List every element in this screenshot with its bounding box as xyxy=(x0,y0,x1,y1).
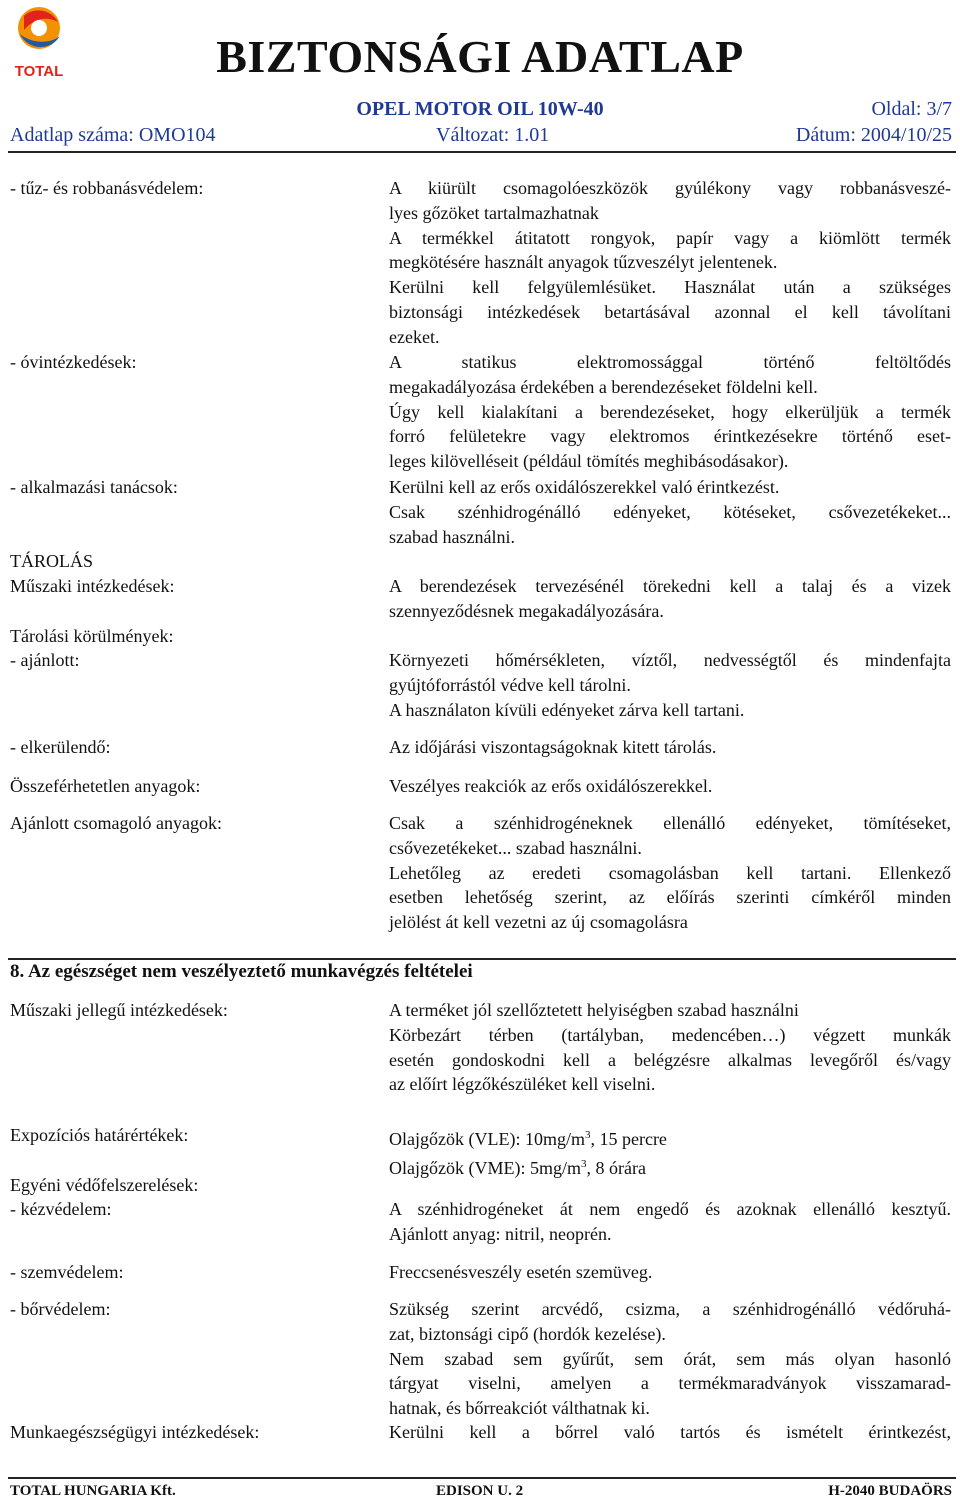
value-line: lyes gőzöket tartalmazhatnak xyxy=(389,202,599,223)
row-label: Munkaegészségügyi intézkedések: xyxy=(10,1422,260,1442)
value-line: Kerülni kell felgyülemlésüket. Használat után a szükséges xyxy=(389,277,951,298)
row-label: - óvintézkedések: xyxy=(10,352,137,372)
row-label: Összeférhetetlen anyagok: xyxy=(10,776,201,796)
value-line: Csak a szénhidrogéneknek ellenálló edényeket, tömítéseket, xyxy=(389,813,951,833)
value-line: Kerülni kell az erős oxidálószerekkel való érintkezést. xyxy=(389,477,780,497)
row-value xyxy=(389,811,951,935)
value-line: zat, biztonsági cipő (hordók kezelése). xyxy=(389,1323,666,1344)
sheet-number: Adatlap száma: OMO104 xyxy=(10,124,216,146)
value-line: szabad használni. xyxy=(389,526,515,547)
exposure-values xyxy=(389,1123,951,1181)
row-value xyxy=(389,350,951,474)
value-line: Az időjárási viszontagságoknak kitett tárolás. xyxy=(389,737,717,757)
row-value xyxy=(389,774,951,799)
row-label: Műszaki intézkedések: xyxy=(10,576,175,596)
value-line: Freccsenésveszély esetén szemüveg. xyxy=(389,1262,653,1282)
logo-text: TOTAL xyxy=(14,63,64,80)
row-label: - alkalmazási tanácsok: xyxy=(10,477,178,497)
row-label: Műszaki jellegű intézkedések: xyxy=(10,1000,228,1020)
value-line: A berendezések tervezésénél törekedni kell a talaj és a vizek xyxy=(389,576,951,596)
value-line: Körbezárt térben (tartályban, medencében…) végzett munkák xyxy=(389,1024,951,1045)
exposure-vme: Olajgőzök (VME): $5mg/m^3$, 8 órára xyxy=(389,1157,646,1178)
value-line: esetben lehetőség szerint, az előírás szerinti címkéről minden xyxy=(389,887,951,908)
row-value xyxy=(389,1297,951,1421)
value-line: A terméket jól szellőztetett helyiségben szabad használni xyxy=(389,1000,799,1020)
row-value xyxy=(389,574,951,624)
row-label: - szemvédelem: xyxy=(10,1262,124,1282)
product-name: OPEL MOTOR OIL 10W-40 xyxy=(356,98,604,120)
value-line: Nem szabad sem gyűrűt, sem órát, sem más olyan hasonló xyxy=(389,1348,951,1369)
value-line: A termékkel átitatott rongyok, papír vagy a kiömlött termék xyxy=(389,227,951,248)
value-line: leges kilövelléseit (például tömítés meghibásodásakor). xyxy=(389,451,789,472)
row-value xyxy=(389,998,951,1097)
footer-city: H-2040 BUDAÖRS xyxy=(828,1483,952,1499)
value-line: Csak szénhidrogénálló edényeket, kötéseket, csővezetékeket... xyxy=(389,501,951,522)
row-label: TÁROLÁS xyxy=(10,551,94,571)
version: Változat: 1.01 xyxy=(436,124,550,146)
footer-street: EDISON U. 2 xyxy=(436,1483,524,1499)
row-label: - ajánlott: xyxy=(10,650,80,670)
row-value xyxy=(389,1260,951,1285)
row-label: Tárolási körülmények: xyxy=(10,626,174,646)
document-title: BIZTONSÁGI ADATLAP xyxy=(216,31,744,82)
value-line: ezeket. xyxy=(389,326,440,347)
row-label: - bőrvédelem: xyxy=(10,1299,111,1319)
value-line: Szükség szerint arcvédő, csizma, a szénhidrogénálló védőruhá- xyxy=(389,1299,951,1319)
value-line: Veszélyes reakciók az erős oxidálószerekkel. xyxy=(389,776,713,796)
page-number: Oldal: 3/7 xyxy=(871,98,952,120)
value-line: biztonsági intézkedések betartásával azonnal el kell távolítani xyxy=(389,301,951,322)
footer-company: TOTAL HUNGARIA Kft. xyxy=(10,1483,176,1499)
value-line: az előírt légzőkészüléket kell viselni. xyxy=(389,1074,656,1095)
value-line: forró felületekre vagy elektromos érintkezésekre történő eset- xyxy=(389,426,951,447)
value-line: Környezeti hőmérsékleten, víztől, nedvességtől és mindenfajta xyxy=(389,650,951,670)
value-line: A szénhidrogéneket át nem engedő és azoknak ellenálló kesztyű. xyxy=(389,1199,951,1219)
value-line: gyújtóforrástól védve kell tárolni. xyxy=(389,674,631,695)
value-line: A kiürült csomagolóeszközök gyúlékony vagy robbanásveszé- xyxy=(389,178,951,198)
row-label: Expozíciós határértékek: xyxy=(10,1125,189,1145)
value-line: csővezetékeket... szabad használni. xyxy=(389,837,642,858)
row-label: - tűz- és robbanásvédelem: xyxy=(10,178,204,198)
value-line: Ajánlott anyag: nitril, neoprén. xyxy=(389,1223,612,1244)
section-8-heading: 8. Az egészséget nem veszélyeztető munkavégzés feltételei xyxy=(10,961,473,982)
value-line: hatnak, és bőrreakciót válthatnak ki. xyxy=(389,1398,650,1419)
value-line: jelölést át kell vezetni az új csomagolásra xyxy=(389,912,688,933)
section-divider xyxy=(8,958,956,960)
date: Dátum: 2004/10/25 xyxy=(795,124,952,146)
row-label: Ajánlott csomagoló anyagok: xyxy=(10,813,222,833)
value-line: Úgy kell kialakítani a berendezéseket, hogy elkerüljük a termék xyxy=(389,401,951,422)
row-value xyxy=(389,176,951,350)
exposure-vle: Olajgőzök (VLE): $10mg/m^3$, 15 percre xyxy=(389,1129,667,1149)
value-line: esetén gondoskodni kell a belégzésre alkalmas levegőről és/vagy xyxy=(389,1049,951,1070)
value-line: A statikus elektromossággal történő feltöltődés xyxy=(389,352,951,372)
value-line: szennyeződésnek megakadályozására. xyxy=(389,600,664,621)
value-line: tárgyat viselni, amelyen a termékmaradványok visszamarad- xyxy=(389,1373,951,1394)
row-label: - kézvédelem: xyxy=(10,1199,112,1219)
value-line: Kerülni kell a bőrrel való tartós és ismételt érintkezést, xyxy=(389,1422,951,1442)
row-value xyxy=(389,735,951,760)
value-line: megakadályozása érdekében a berendezéseket földelni kell. xyxy=(389,376,818,397)
row-value xyxy=(389,648,951,722)
footer-divider xyxy=(8,1477,956,1479)
row-label: Egyéni védőfelszerelések: xyxy=(10,1175,199,1195)
value-line: Lehetőleg az eredeti csomagolásban kell tartani. Ellenkező xyxy=(389,862,951,883)
header-divider xyxy=(8,151,956,153)
row-value xyxy=(389,475,951,549)
row-value xyxy=(389,1197,951,1247)
row-label: - elkerülendő: xyxy=(10,737,111,757)
value-line: A használaton kívüli edényeket zárva kell tartani. xyxy=(389,699,745,720)
row-value xyxy=(389,1420,951,1445)
value-line: megkötésére használt anyagok tűzveszélyt jelentenek. xyxy=(389,252,778,273)
